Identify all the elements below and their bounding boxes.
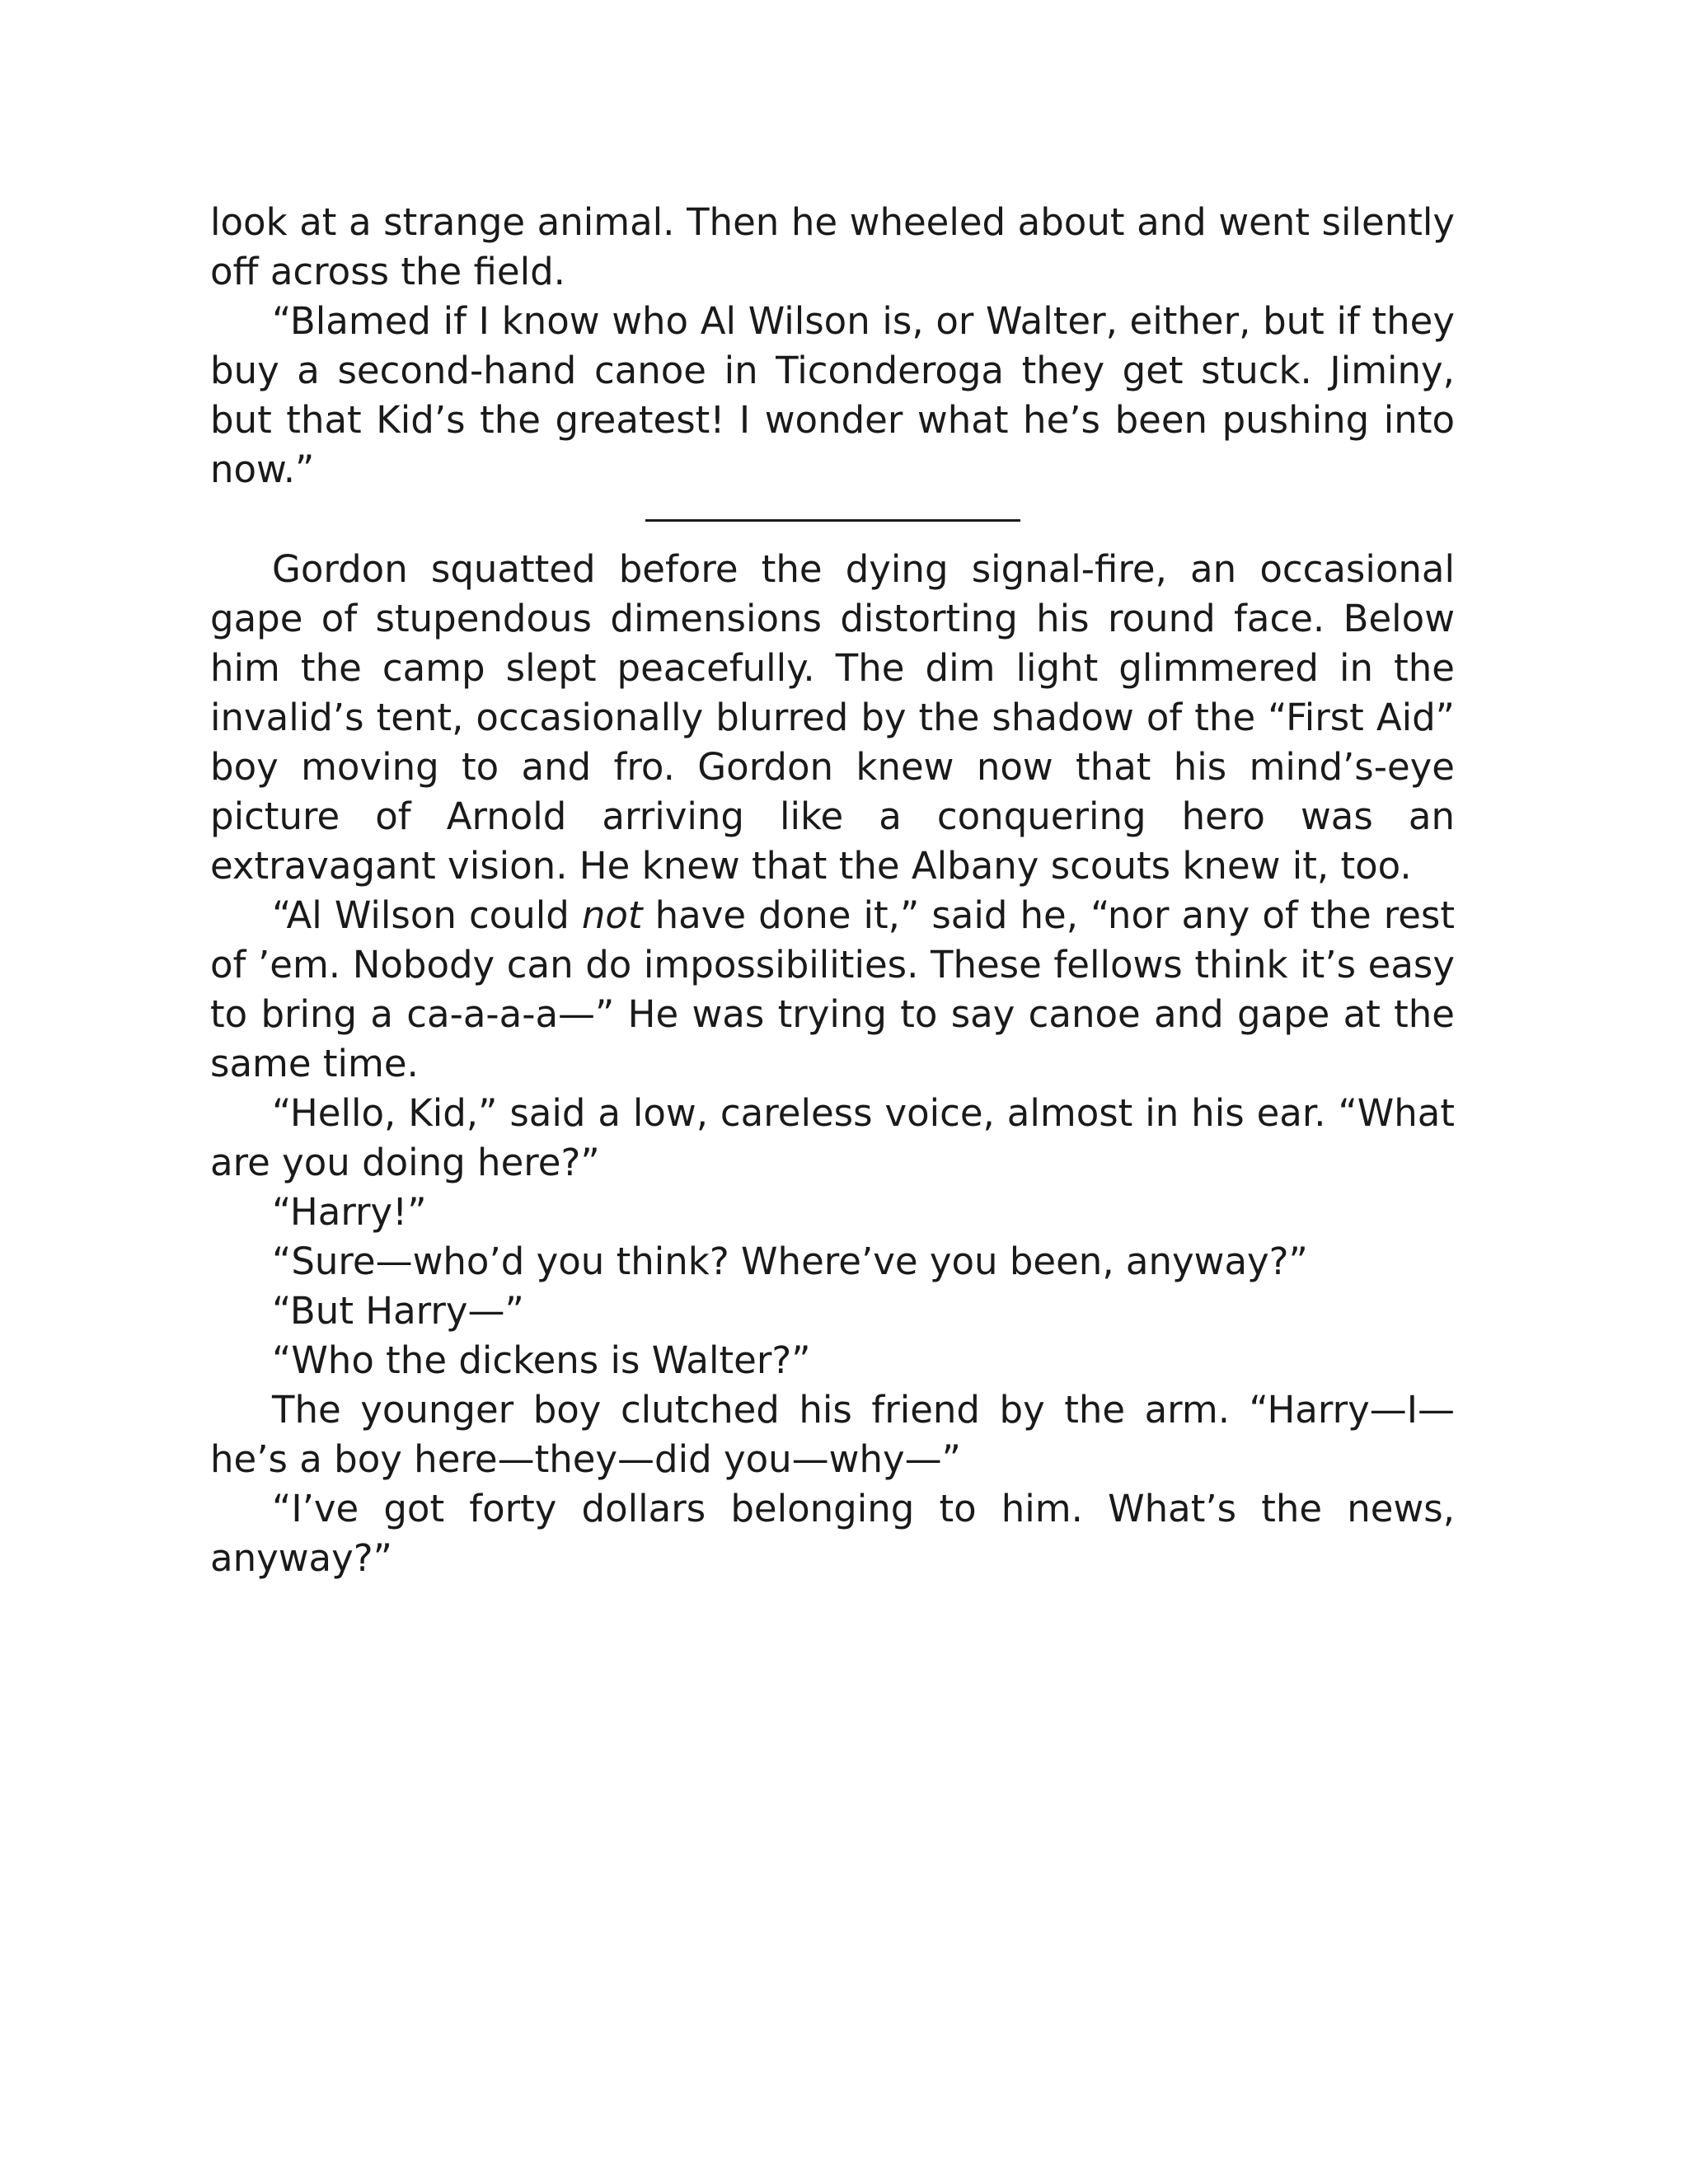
paragraph: “But Harry—” xyxy=(272,1289,524,1333)
paragraph-text: have done it,” said he, “nor any of the rest of ’em. Nobody can do impossibilities. These fellows think it’s easy to bring a ca-a-a-a—” He was trying to say canoe and gape at the same time. xyxy=(210,893,1455,1085)
paragraph: “Harry!” xyxy=(272,1190,427,1234)
paragraph: “Blamed if I know who Al Wilson is, or Walter, either, but if they buy a second-hand canoe in Ticonderoga they get stuck. Jiminy, but that Kid’s the greatest! I wonder what he’s been pushing into now.” xyxy=(210,299,1455,491)
paragraph: Gordon squatted before the dying signal-fire, an occasional gape of stupendous dimensions distorting his round face. Below him the camp slept peacefully. The dim light glimmered in the invalid’s tent, occasionally blurred by the shadow of the “First Aid” boy moving to and fro. Gordon knew now that his mind’s-eye picture of Arnold arriving like a conquering hero was an extravagant vision. He knew that the Albany scouts knew it, too. xyxy=(210,547,1455,888)
paragraph: look at a strange animal. Then he wheeled about and went silently off across the field. xyxy=(210,200,1455,293)
book-page xyxy=(210,198,1455,1583)
section-divider xyxy=(645,519,1020,522)
paragraph: “Sure—who’d you think? Where’ve you been, anyway?” xyxy=(272,1240,1308,1283)
paragraph: “Who the dickens is Walter?” xyxy=(272,1338,811,1382)
paragraph xyxy=(210,891,1455,1089)
paragraph: “I’ve got forty dollars belonging to him. What’s the news, anyway?” xyxy=(210,1487,1455,1580)
paragraph-text: “Al Wilson could xyxy=(272,893,582,937)
paragraph: “Hello, Kid,” said a low, careless voice, almost in his ear. “What are you doing here?” xyxy=(210,1091,1455,1184)
emphasized-word: not xyxy=(581,893,643,937)
paragraph: The younger boy clutched his friend by the arm. “Harry—I—he’s a boy here—they—did you—why—” xyxy=(210,1388,1455,1481)
